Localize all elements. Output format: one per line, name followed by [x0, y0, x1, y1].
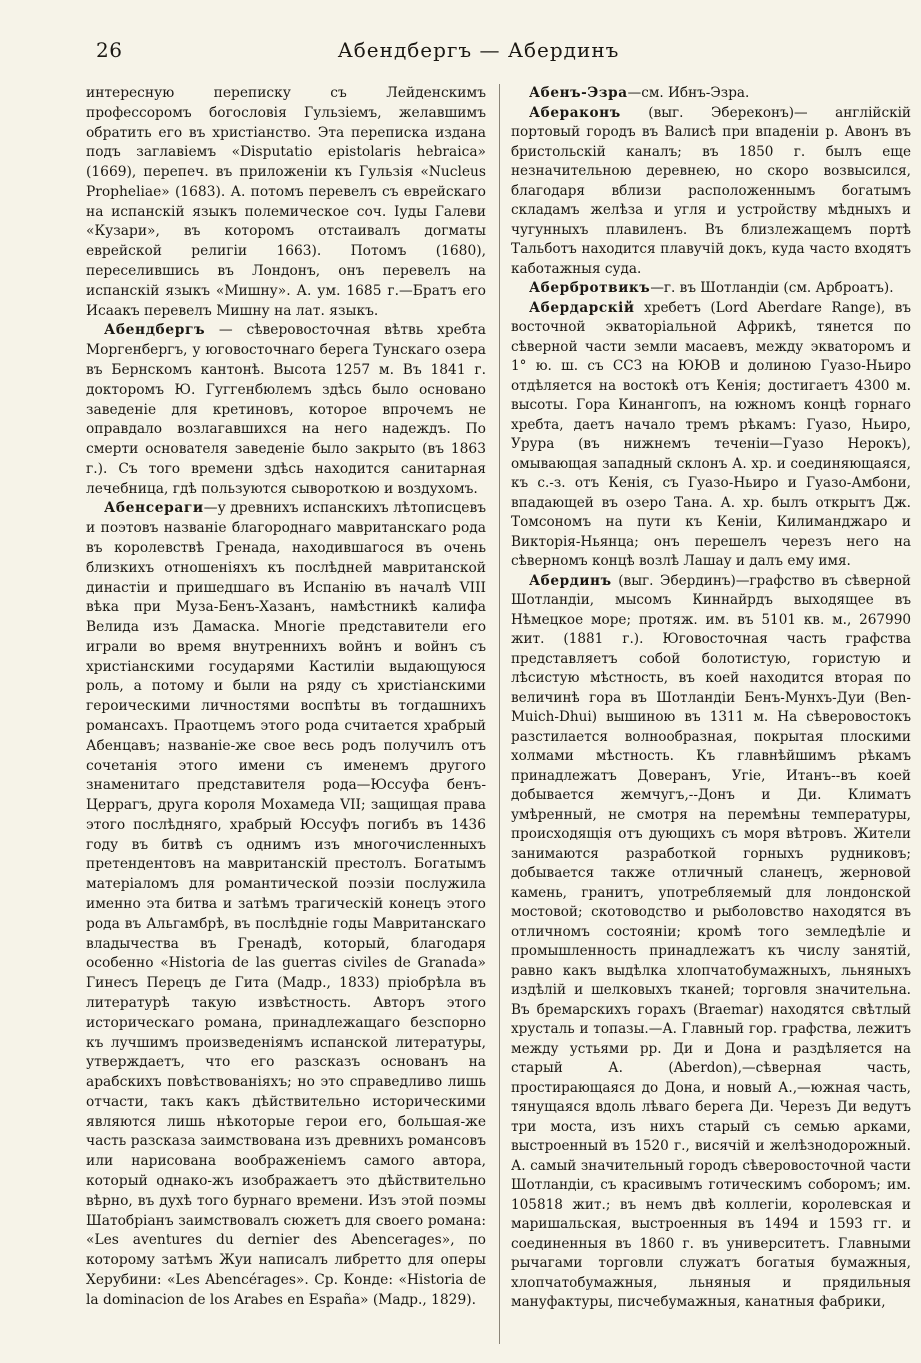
dictionary-entry — [511, 572, 911, 1313]
entry-headword: Абераконъ — [529, 104, 621, 121]
entry-headword: Абербротвикъ — [529, 280, 651, 296]
entry-text: (выг. Эбереконъ)— англійскій портовый городъ въ Валисѣ при впаденіи р. Авонъ въ бристольскій каналъ; въ 1850 г. былъ еще незначительною деревнею, но скоро возвысился, благодаря вблизи расположеннымъ богатымъ складамъ желѣза и угля и устройству мѣдныхъ и чугунныхъ плавиленъ. Въ близлежащемъ портѣ Тальботъ находится плавучій докъ, куда часто входятъ каботажныя суда. — [511, 104, 911, 277]
dictionary-entry — [511, 279, 911, 299]
column-divider — [499, 84, 500, 1344]
page-number: 26 — [96, 38, 123, 62]
continued-paragraph — [86, 84, 486, 321]
entry-headword: Абендбергъ — [104, 322, 206, 339]
running-head: Абендбергъ — Абердинъ — [337, 38, 620, 62]
entry-text: хребетъ (Lord Aberdare Range), въ восточной экваторіальной Африкѣ, тянется по сѣверной части земли масаевъ, между экваторомъ и 1° ю. ш. съ ССЗ на ЮЮВ и долиною Гуазо-Ньиро отдѣляется на востокѣ отъ Кенія; достигаетъ 4300 м. высоты. Гора Кинангопъ, на южномъ концѣ горнаго хребта, даетъ начало тремъ рѣкамъ: Гуазо, Ньиро, Урура (въ нижнемъ теченіи—Гуазо Нерокъ), омывающая западный склонъ А. хр. и соединяющаяся, къ с.-з. отъ Кенія, съ Гуазо-Ньиро и Гуазо-Амбони, впадающей въ озеро Тана. А. хр. былъ открытъ Дж. Томсономъ на пути къ Кеніи, Килиманджаро и Викторія-Ньянца; онъ перешелъ черезъ него на сѣверномъ концѣ возлѣ Лашау и далъ ему имя. — [511, 299, 911, 569]
entry-headword: Абенсераги — [104, 500, 204, 517]
dictionary-entry — [511, 299, 911, 572]
entry-text: —у древнихъ испанскихъ лѣтописцевъ и поэтовъ названіе благороднаго мавританскаго рода въ королевствѣ Гренада, находившагося въ очень близкихъ отношеніяхъ къ послѣдней мавританской династіи и пришедшаго въ Испанію въ началѣ VIII вѣка при Муза-Бенъ-Хазанъ, намѣстникѣ калифа Велида изъ Дамаска. Многіе представители его играли во время внутреннихъ войнъ и войнъ съ христіанскими государями Кастиліи выдающуюся роль, а потому и были на ряду съ христіанскими героическими личностями воспѣты въ тогдашнихъ романсахъ. Праотцемъ этого рода считается храбрый Абенцавъ; названіе-же свое весь родъ получилъ отъ сочетанія этого имени съ именемъ другого знаменитаго представителя рода—Юссуфа бенъ-Церрагъ, друга короля Мохамеда VII; защищая права этого послѣдняго, храбрый Юссуфъ погибъ въ 1436 году въ битвѣ съ однимъ изъ многочисленныхъ претендентовъ на мавританскій престолъ. Богатымъ матеріаломъ для романтической поэзіи послужила именно эта битва и затѣмъ трагическій конецъ этого рода въ Альгамбрѣ, въ послѣдніе годы Мавританскаго владычества въ Гренадѣ, который, благодаря особенно «Historia de las guerras civiles de Granada» Гинесъ Перецъ де Гита (Мадр., 1833) пріобрѣла въ литературѣ такую извѣстность. Авторъ этого историческаго романа, принадлежащаго безспорно къ лучшимъ произведеніямъ испанской литературы, утверждаетъ, что его разсказъ основанъ на арабскихъ повѣствованіяхъ; но это справедливо лишь отчасти, такъ какъ дѣйствительно историческими являются лишь нѣкоторые герои его, большая-же часть разсказа заимствована изъ древнихъ романсовъ или нарисована воображеніемъ самого автора, который однако-жъ изображаетъ это дѣйствительно вѣрно, въ духѣ того бурнаго времени. Изъ этой поэмы Шатобріанъ заимствовалъ сюжетъ для своего романа: «Les aventures du dernier des Abencerages», по которому затѣмъ Жуи написалъ либретто для оперы Херубини: «Les Abencérages». Ср. Конде: «Historia de la dominacion de los Arabes en España» (Мадр., 1829). — [86, 500, 486, 1308]
left-column — [86, 84, 486, 1310]
dictionary-entry — [511, 104, 911, 280]
dictionary-entry — [511, 84, 911, 104]
right-column — [511, 84, 911, 1313]
dictionary-entry — [86, 499, 486, 1310]
entry-text: —см. Ибнъ-Эзра. — [627, 85, 750, 101]
entry-headword: Абердарскій — [529, 299, 635, 316]
page-header — [96, 36, 861, 68]
entry-text: интересную переписку съ Лейденскимъ профессоромъ богословія Гульзіемъ, желавшимъ обратить его въ христіанство. Эта переписка издана подъ заглавіемъ «Disputatio epistolaris hebraica» (1669), перепеч. въ приложеніи къ Гульзія «Nucleus Propheliae» (1683). А. потомъ перевелъ съ еврейскаго на испанскій языкъ полемическое соч. Іуды Галеви «Кузари», въ которомъ отстаивалъ догматы еврейской религіи 1663). Потомъ (1680), переселившись въ Лондонъ, онъ перевелъ на испанскій языкъ «Мишну». А. ум. 1685 г.—Братъ его Исаакъ перевелъ Мишну на лат. языкъ. — [86, 85, 486, 319]
entry-text: (выг. Эбердинъ)—графство въ сѣверной Шотландіи, мысомъ Киннайрдъ выходящее въ Нѣмецкое море; протяж. им. въ 5101 кв. м., 267990 жит. (1881 г.). Юговосточная часть графства представляетъ собой болотистую, гористую и лѣсистую мѣстность, въ коей находится вторая по величинѣ гора въ Шотландіи Бенъ-Мунхъ-Дуи (Ben-Muich-Dhui) вышиною въ 1311 м. На сѣверовостокъ разстилается волнообразная, покрытая плоскими холмами мѣстность. Къ главнѣйшимъ рѣкамъ принадлежатъ Доверанъ, Угіе, Итанъ--въ коей добывается жемчугъ,--Донъ и Ди. Климатъ умѣренный, не смотря на перемѣны температуры, происходящія отъ дующихъ съ моря вѣтровъ. Жители занимаются разработкой горныхъ рудниковъ; добывается также отличный сланецъ, жерновой камень, гранитъ, употребляемый для лондонской мостовой; скотоводство и рыболовство находятся въ отличномъ состояніи; кромѣ того земледѣліе и промышленность принадлежатъ къ числу занятій, равно какъ выдѣлка хлопчатобумажныхъ, льняныхъ издѣлій и шелковыхъ тканей; торговля значительна. Въ бремарскихъ горахъ (Braemar) находятся свѣтлый хрусталь и топазы.—А. Главный гор. графства, лежитъ между устьями рр. Ди и Дона и раздѣляется на старый А. (Aberdon),—сѣверная часть, простирающаяся до Дона, и новый А.,—южная часть, тянущаяся вдоль лѣваго берега Ди. Черезъ Ди ведутъ три моста, изъ нихъ старый съ семью арками, выстроенный въ 1520 г., висячій и желѣзнодорожный. А. самый значительный городъ сѣверовосточной части Шотландіи, съ красивымъ готическимъ соборомъ; им. 105818 жит.; въ немъ двѣ коллегіи, королевская и маришальская, выстроенныя въ 1494 и 1593 гг. и соединенныя въ 1860 г. въ университетъ. Главными рычагами торговли служатъ богатыя бумажныя, хлопчатобумажныя, льняныя и прядильныя мануфактуры, писчебумажныя, канатныя фабрики, — [511, 572, 911, 1310]
entry-headword: Абенъ-Эзра — [529, 85, 628, 101]
entry-headword: Абердинъ — [529, 572, 612, 589]
dictionary-entry — [86, 321, 486, 499]
entry-text: — сѣверовосточная вѣтвь хребта Моргенбергъ, у юговосточнаго берега Тунскаго озера въ Бернскомъ кантонѣ. Высота 1257 м. Въ 1841 г. докторомъ Ю. Гуггенбюлемъ здѣсь было основано заведеніе для кретиновъ, которое впрочемъ не оправдало возлагавшихся на него надеждъ. По смерти основателя заведеніе было закрыто (въ 1863 г.). Съ того времени здѣсь находится санитарная лечебница, гдѣ пользуются сывороткою и воздухомъ. — [86, 322, 486, 497]
entry-text: —г. въ Шотландіи (см. Арброатъ). — [650, 280, 894, 296]
